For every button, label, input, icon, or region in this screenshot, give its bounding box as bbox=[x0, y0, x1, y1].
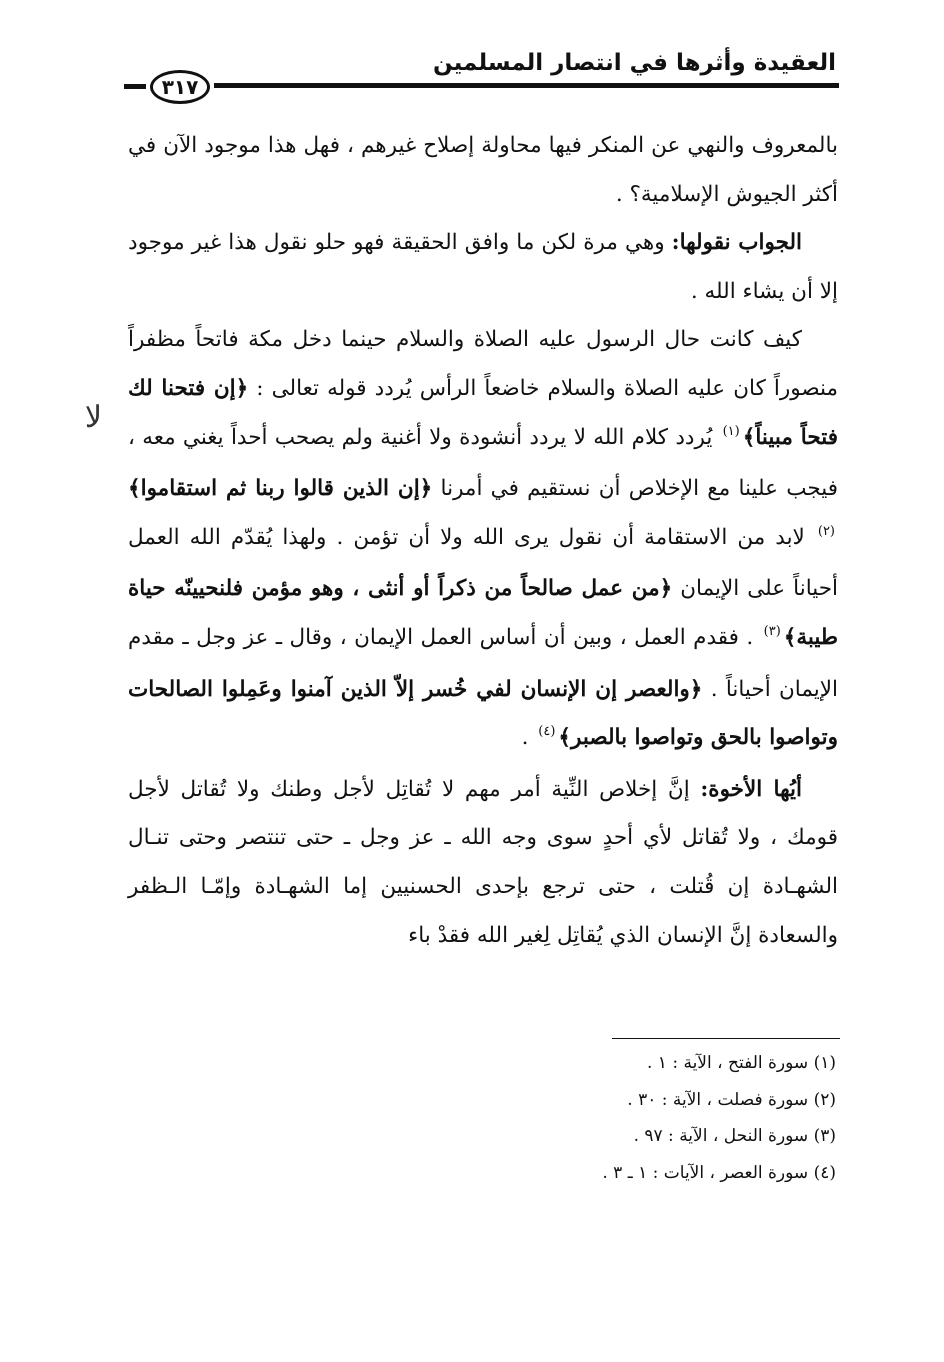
header-rule-left bbox=[124, 84, 146, 89]
quran-quote-2: ﴿إن الذين قالوا ربنا ثم استقاموا﴾ bbox=[128, 476, 433, 502]
brothers-lead: أيُها الأخوة: bbox=[700, 776, 802, 802]
body-text bbox=[128, 122, 838, 960]
quran-quote-4: ﴿والعصر إن الإنسان لفي خُسر إلاّ الذين آمنوا وعَمِلوا الصالحات وتواصوا بالحق وتواصوا بالصبر﴾ bbox=[128, 676, 838, 751]
answer-text: وهي مرة لكن ما وافق الحقيقة فهو حلو نقول هذا غير موجود إلا أن يشاء الله . bbox=[128, 230, 838, 304]
footnotes bbox=[436, 1045, 836, 1192]
p3-text-b: يُردد كلام الله لا يردد أنشودة ولا أغنية ولم يصحب أحداً يغني معه ، فيجب علينا مع الإخلاص أن نستقيم في أمرنا bbox=[128, 424, 838, 502]
p3-text-a: كيف كانت حال الرسول عليه الصلاة والسلام حينما دخل مكة فاتحاً مظفراً منصوراً كان عليه الصلاة والسلام خاضعاً الرأس يُردد قوله تعالى : bbox=[128, 327, 838, 401]
footnote-1: (١) سورة الفتح ، الآية : ١ . bbox=[646, 1053, 836, 1073]
footnote-rule bbox=[612, 1038, 840, 1039]
p3-text-e: . bbox=[521, 725, 536, 751]
footnote-2: (٢) سورة فصلت ، الآية : ٣٠ . bbox=[627, 1089, 836, 1110]
footnote-ref-4: (٤) bbox=[538, 724, 556, 740]
answer-lead: الجواب نقولها: bbox=[671, 230, 802, 256]
footnote-ref-1: (١) bbox=[722, 423, 740, 439]
footnote-ref-2: (٢) bbox=[817, 523, 835, 539]
paragraph-4 bbox=[128, 766, 838, 960]
header-rule-right bbox=[214, 83, 839, 88]
paragraph-2 bbox=[128, 219, 838, 316]
paragraph-3 bbox=[128, 316, 838, 765]
brothers-text: إنَّ إخلاص النِّية أمر مهم لا تُقاتِل لأجل وطنك ولا تُقاتل لأجل قومك ، ولا تُقاتل لأي أحدٍ سوى وجه الله ـ عز وجل ـ حتى تنتصر وحتى تنـال الشهـادة إن قُتلت ، حتى ترجع بإحدى الحسنيين إما الشهـادة وإمّـا الـظفر والسعادة إنَّ الإنسان الذي يُقاتِل لِغير الله فقدْ باء bbox=[128, 776, 838, 948]
page-number: ٣١٧ bbox=[150, 70, 210, 104]
quran-quote-3: ﴿من عمل صالحاً من ذكراً أو أنثى ، وهو مؤمن فلنحيينّه حياة طيبة﴾ bbox=[128, 576, 838, 650]
quran-quote-1: ﴿إن فتحنا لك فتحاً مبيناً﴾ bbox=[128, 375, 838, 450]
p3-text-c: لابد من الاستقامة أن نقول يرى الله ولا أن تؤمن . ولهذا يُقدّم الله العمل أحياناً على الإيمان bbox=[128, 524, 838, 602]
footnote-4: (٤) سورة العصر ، الآيات : ١ ـ ٣ . bbox=[602, 1163, 836, 1184]
footnote-ref-3: (٣) bbox=[763, 623, 781, 639]
handwritten-margin-note: لا bbox=[84, 400, 102, 435]
footnote-3: (٣) سورة النحل ، الآية : ٩٧ . bbox=[633, 1126, 836, 1147]
running-title: العقيدة وأثرها في انتصار المسلمين bbox=[432, 50, 836, 76]
p3-text-d: . فقدم العمل ، وبين أن أساس العمل الإيمان ، وقال ـ عز وجل ـ مقدم الإيمان أحياناً . bbox=[128, 624, 838, 702]
paragraph-1: بالمعروف والنهي عن المنكر فيها محاولة إصلاح غيرهم ، فهل هذا موجود الآن في أكثر الجيوش الإسلامية؟ . bbox=[128, 133, 838, 207]
